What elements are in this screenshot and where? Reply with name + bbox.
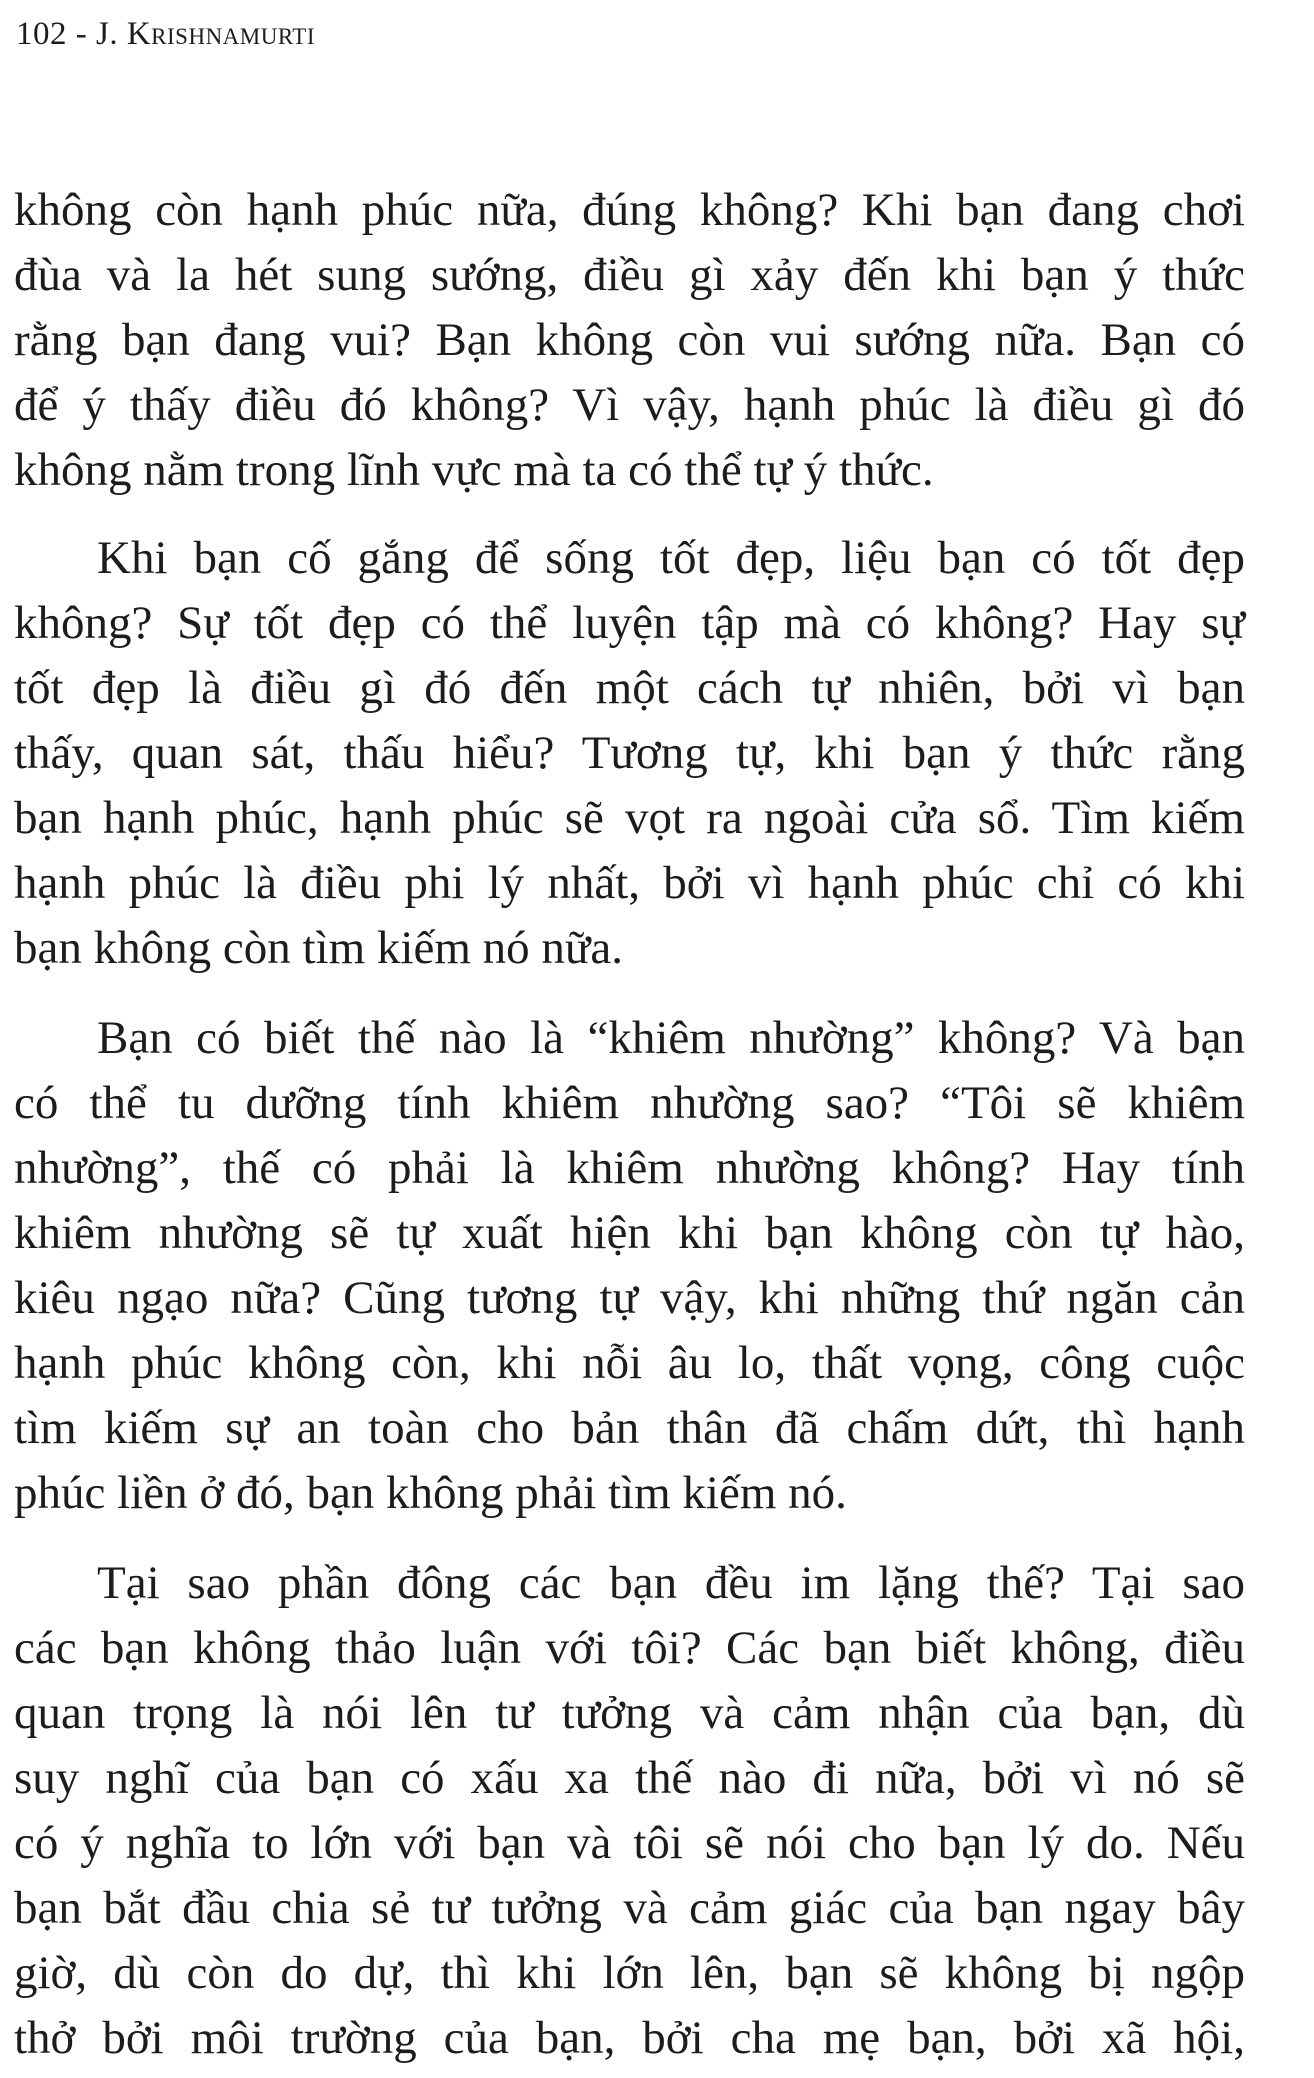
text-line: tốt đẹp là điều gì đó đến một cách tự nhiên, bởi vì bạn	[14, 662, 1245, 714]
text-line: Tại sao phần đông các bạn đều im lặng thế? Tại sao	[97, 1557, 1245, 1609]
text-line: không còn hạnh phúc nữa, đúng không? Khi bạn đang chơi	[14, 184, 1245, 236]
text-line: thấy, quan sát, thấu hiểu? Tương tự, khi bạn ý thức rằng	[14, 727, 1245, 779]
text-line: có ý nghĩa to lớn với bạn và tôi sẽ nói cho bạn lý do. Nếu	[14, 1817, 1245, 1869]
text-line: phúc liền ở đó, bạn không phải tìm kiếm nó.	[14, 1467, 847, 1519]
text-line: giờ, dù còn do dự, thì khi lớn lên, bạn sẽ không bị ngộp	[14, 1947, 1245, 1999]
text-line: hạnh phúc không còn, khi nỗi âu lo, thất vọng, công cuộc	[14, 1337, 1245, 1389]
text-line: không? Sự tốt đẹp có thể luyện tập mà có không? Hay sự	[14, 597, 1245, 649]
text-line: rằng bạn đang vui? Bạn không còn vui sướng nữa. Bạn có	[14, 314, 1245, 366]
text-line: bạn bắt đầu chia sẻ tư tưởng và cảm giác của bạn ngay bây	[14, 1882, 1245, 1934]
text-line: bạn không còn tìm kiếm nó nữa.	[14, 922, 623, 974]
text-line: bạn hạnh phúc, hạnh phúc sẽ vọt ra ngoài cửa sổ. Tìm kiếm	[14, 792, 1245, 844]
text-line: Bạn có biết thế nào là “khiêm nhường” không? Và bạn	[97, 1012, 1245, 1064]
text-line: nhường”, thế có phải là khiêm nhường không? Hay tính	[14, 1142, 1245, 1194]
text-line: thở bởi môi trường của bạn, bởi cha mẹ bạn, bởi xã hội,	[14, 2012, 1245, 2064]
text-line: khiêm nhường sẽ tự xuất hiện khi bạn không còn tự hào,	[14, 1207, 1245, 1259]
text-line: suy nghĩ của bạn có xấu xa thế nào đi nữa, bởi vì nó sẽ	[14, 1752, 1245, 1804]
text-line: Khi bạn cố gắng để sống tốt đẹp, liệu bạn có tốt đẹp	[97, 532, 1245, 584]
text-line: kiêu ngạo nữa? Cũng tương tự vậy, khi những thứ ngăn cản	[14, 1272, 1245, 1324]
running-header: 102 - J. Krishnamurti	[16, 16, 316, 52]
text-line: không nằm trong lĩnh vực mà ta có thể tự ý thức.	[14, 444, 934, 496]
text-line: hạnh phúc là điều phi lý nhất, bởi vì hạnh phúc chỉ có khi	[14, 857, 1245, 909]
text-line: tìm kiếm sự an toàn cho bản thân đã chấm dứt, thì hạnh	[14, 1402, 1245, 1454]
text-line: để ý thấy điều đó không? Vì vậy, hạnh phúc là điều gì đó	[14, 379, 1245, 431]
text-line: quan trọng là nói lên tư tưởng và cảm nhận của bạn, dù	[14, 1687, 1245, 1739]
text-line: các bạn không thảo luận với tôi? Các bạn biết không, điều	[14, 1622, 1245, 1674]
text-line: có thể tu dưỡng tính khiêm nhường sao? “Tôi sẽ khiêm	[14, 1077, 1245, 1129]
text-line: đùa và la hét sung sướng, điều gì xảy đến khi bạn ý thức	[14, 249, 1245, 301]
